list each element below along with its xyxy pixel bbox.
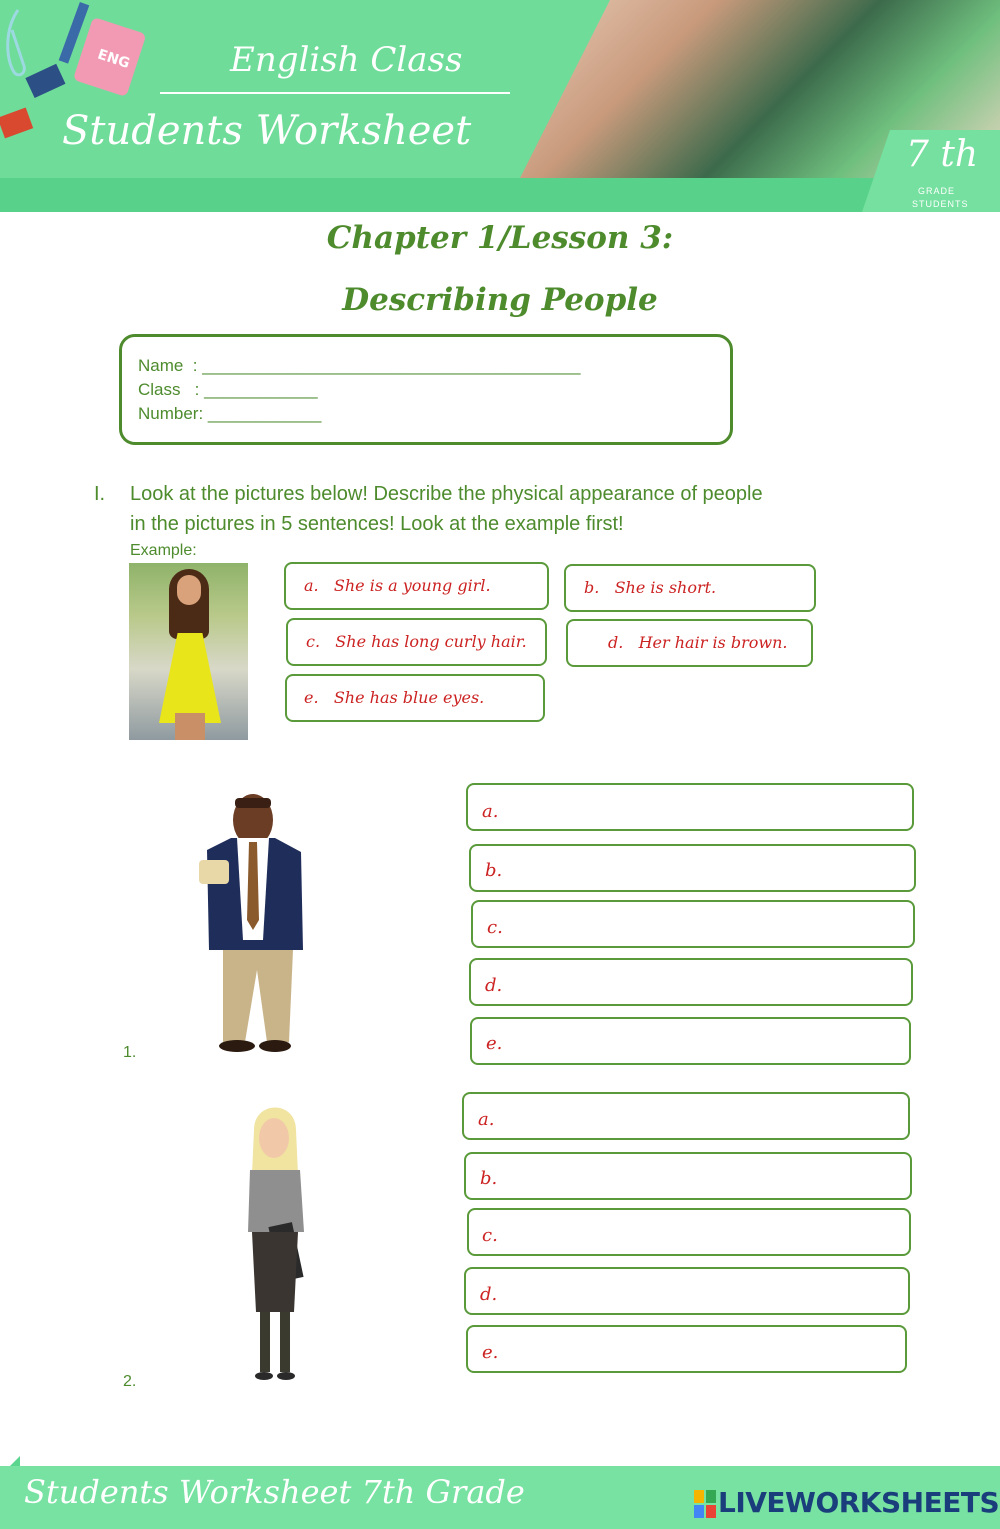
answer-box-1a[interactable] [466, 783, 914, 831]
answer-label-1a: a. [482, 801, 499, 822]
man-illustration [185, 780, 320, 1055]
answer-box-1e[interactable] [470, 1017, 911, 1065]
answer-box-2e[interactable] [466, 1325, 907, 1373]
header-title: Students Worksheet [62, 108, 472, 154]
girl-legs [175, 713, 205, 740]
woman-skirt [252, 1232, 298, 1312]
number-field[interactable]: Number: ____________ [138, 404, 322, 423]
answer-box-2a[interactable] [462, 1092, 910, 1140]
header-divider [160, 92, 510, 94]
answer-box-2b[interactable] [464, 1152, 912, 1200]
figure-number-1: 1. [123, 1044, 137, 1061]
liveworksheets-logo-text[interactable]: LIVEWORKSHEETS [718, 1486, 1000, 1519]
answer-label-1c: c. [487, 917, 503, 938]
example-label: Example: [130, 542, 197, 559]
header-stripe [0, 178, 1000, 212]
chapter-title: Chapter 1/Lesson 3: [326, 220, 674, 256]
answer-box-2d[interactable] [464, 1267, 910, 1315]
answer-box-1c[interactable] [471, 900, 915, 948]
girl-face [177, 575, 201, 605]
woman-right-leg [280, 1312, 290, 1372]
woman-left-leg [260, 1312, 270, 1372]
man-right-shoe [259, 1040, 291, 1052]
notebook-label: ENG [95, 46, 132, 72]
section-number: I. [94, 483, 106, 505]
answer-label-2d: d. [480, 1284, 498, 1305]
woman-left-shoe [255, 1372, 273, 1380]
class-field[interactable]: Class : ____________ [138, 380, 318, 399]
woman-right-shoe [277, 1372, 295, 1380]
woman-illustration [230, 1104, 330, 1386]
header-banner [0, 0, 1000, 212]
notebook-icon [73, 17, 147, 97]
answer-box-1b[interactable] [469, 844, 916, 892]
answer-label-1b: b. [485, 860, 503, 881]
grade-students-label: STUDENTS [912, 199, 969, 209]
instruction-line-2: in the pictures in 5 sentences! Look at the example first! [130, 513, 624, 535]
instruction-line-1: Look at the pictures below! Describe the physical appearance of people [130, 483, 763, 505]
man-tie [247, 842, 259, 930]
liveworksheets-logo-icon [694, 1490, 716, 1518]
answer-label-2b: b. [480, 1168, 498, 1189]
woman-sweater [248, 1170, 304, 1232]
girl-dress [159, 633, 221, 723]
man-hair [235, 798, 271, 808]
man-left-shoe [219, 1040, 255, 1052]
example-sentence-b: b. She is short. [584, 578, 717, 597]
example-girl-photo [129, 563, 248, 740]
example-sentence-e: e. She has blue eyes. [304, 688, 485, 707]
grade-label: GRADE [918, 186, 956, 196]
footer-text: Students Worksheet 7th Grade [24, 1473, 525, 1511]
name-field[interactable]: Name : ________________________________________ [138, 356, 581, 375]
answer-label-2e: e. [482, 1342, 499, 1363]
answer-label-1e: e. [486, 1033, 503, 1054]
answer-label-2c: c. [482, 1225, 498, 1246]
notepad-icon [199, 860, 229, 884]
answer-box-2c[interactable] [467, 1208, 911, 1256]
binder-clip-icon [0, 64, 65, 139]
woman-face [259, 1118, 289, 1158]
example-sentence-c: c. She has long curly hair. [306, 632, 527, 651]
answer-label-1d: d. [485, 975, 503, 996]
grade-number: 7 th [906, 134, 978, 175]
man-trousers [223, 950, 293, 1042]
example-sentence-a: a. She is a young girl. [304, 576, 491, 595]
example-sentence-d: d. Her hair is brown. [608, 633, 788, 652]
header-subtitle: English Class [230, 40, 463, 80]
answer-label-2a: a. [478, 1109, 495, 1130]
paperclip-icon [8, 10, 25, 75]
figure-number-2: 2. [123, 1373, 137, 1390]
lesson-title: Describing People [342, 282, 658, 318]
answer-box-1d[interactable] [469, 958, 913, 1006]
